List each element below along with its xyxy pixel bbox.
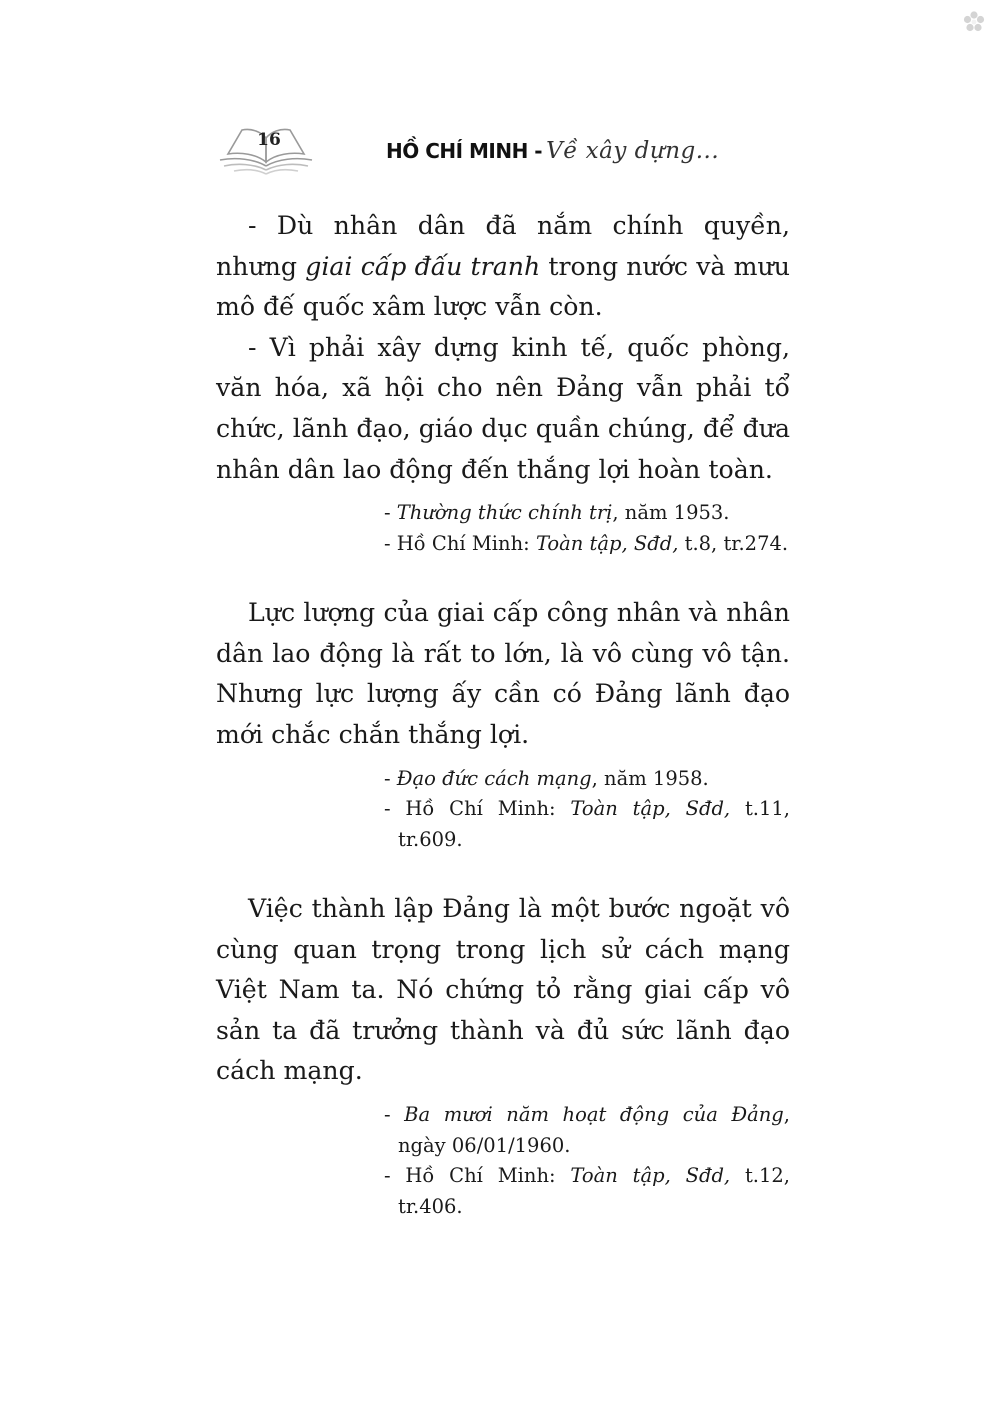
- page-header: [216, 118, 796, 178]
- body-paragraph: - Dù nhân dân đã nắm chính quyền, nhưng giai cấp đấu tranh trong nước và mưu mô đế quốc xâm lược vẫn còn.: [216, 211, 790, 322]
- citation-line: - Thường thức chính trị, năm 1953.: [384, 501, 730, 525]
- citation-line: - Hồ Chí Minh: Toàn tập, Sđd, t.12, tr.406.: [384, 1164, 790, 1218]
- citation-block: [384, 498, 790, 559]
- body-paragraph: - Vì phải xây dựng kinh tế, quốc phòng, văn hóa, xã hội cho nên Đảng vẫn phải tổ chức, lãnh đạo, giáo dục quần chúng, để đưa nhân dân lao động đến thắng lợi hoàn toàn.: [216, 332, 790, 484]
- citation-line: - Đạo đức cách mạng, năm 1958.: [384, 766, 709, 790]
- citation-line: - Ba mươi năm hoạt động của Đảng, ngày 06/01/1960.: [384, 1103, 790, 1157]
- citation-line: - Hồ Chí Minh: Toàn tập, Sđd, t.11, tr.609.: [384, 797, 790, 851]
- page-number: 16: [257, 130, 281, 150]
- quote-section: [216, 593, 790, 855]
- running-title-subtitle: Về xây dựng...: [546, 138, 720, 164]
- citation-block: [384, 764, 790, 856]
- page-body: [216, 206, 790, 1222]
- body-paragraph: Lực lượng của giai cấp công nhân và nhân dân lao động là rất to lớn, là vô cùng vô tận. Nhưng lực lượng ấy cần có Đảng lãnh đạo mới chắc chắn thắng lợi.: [216, 598, 790, 749]
- quote-section: [216, 206, 790, 559]
- citation-block: [384, 1100, 790, 1222]
- running-title-author: HỒ CHÍ MINH -: [386, 139, 543, 163]
- flower-watermark-icon: [962, 10, 986, 34]
- body-paragraph: Việc thành lập Đảng là một bước ngoặt vô cùng quan trọng trong lịch sử cách mạng Việt Nam ta. Nó chứng tỏ rằng giai cấp vô sản ta đã trưởng thành và đủ sức lãnh đạo cách mạng.: [216, 894, 790, 1086]
- running-title: [386, 138, 719, 164]
- citation-line: - Hồ Chí Minh: Toàn tập, Sđd, t.8, tr.274.: [384, 531, 789, 555]
- quote-section: [216, 889, 790, 1222]
- emphasis-text: giai cấp đấu tranh: [305, 251, 541, 281]
